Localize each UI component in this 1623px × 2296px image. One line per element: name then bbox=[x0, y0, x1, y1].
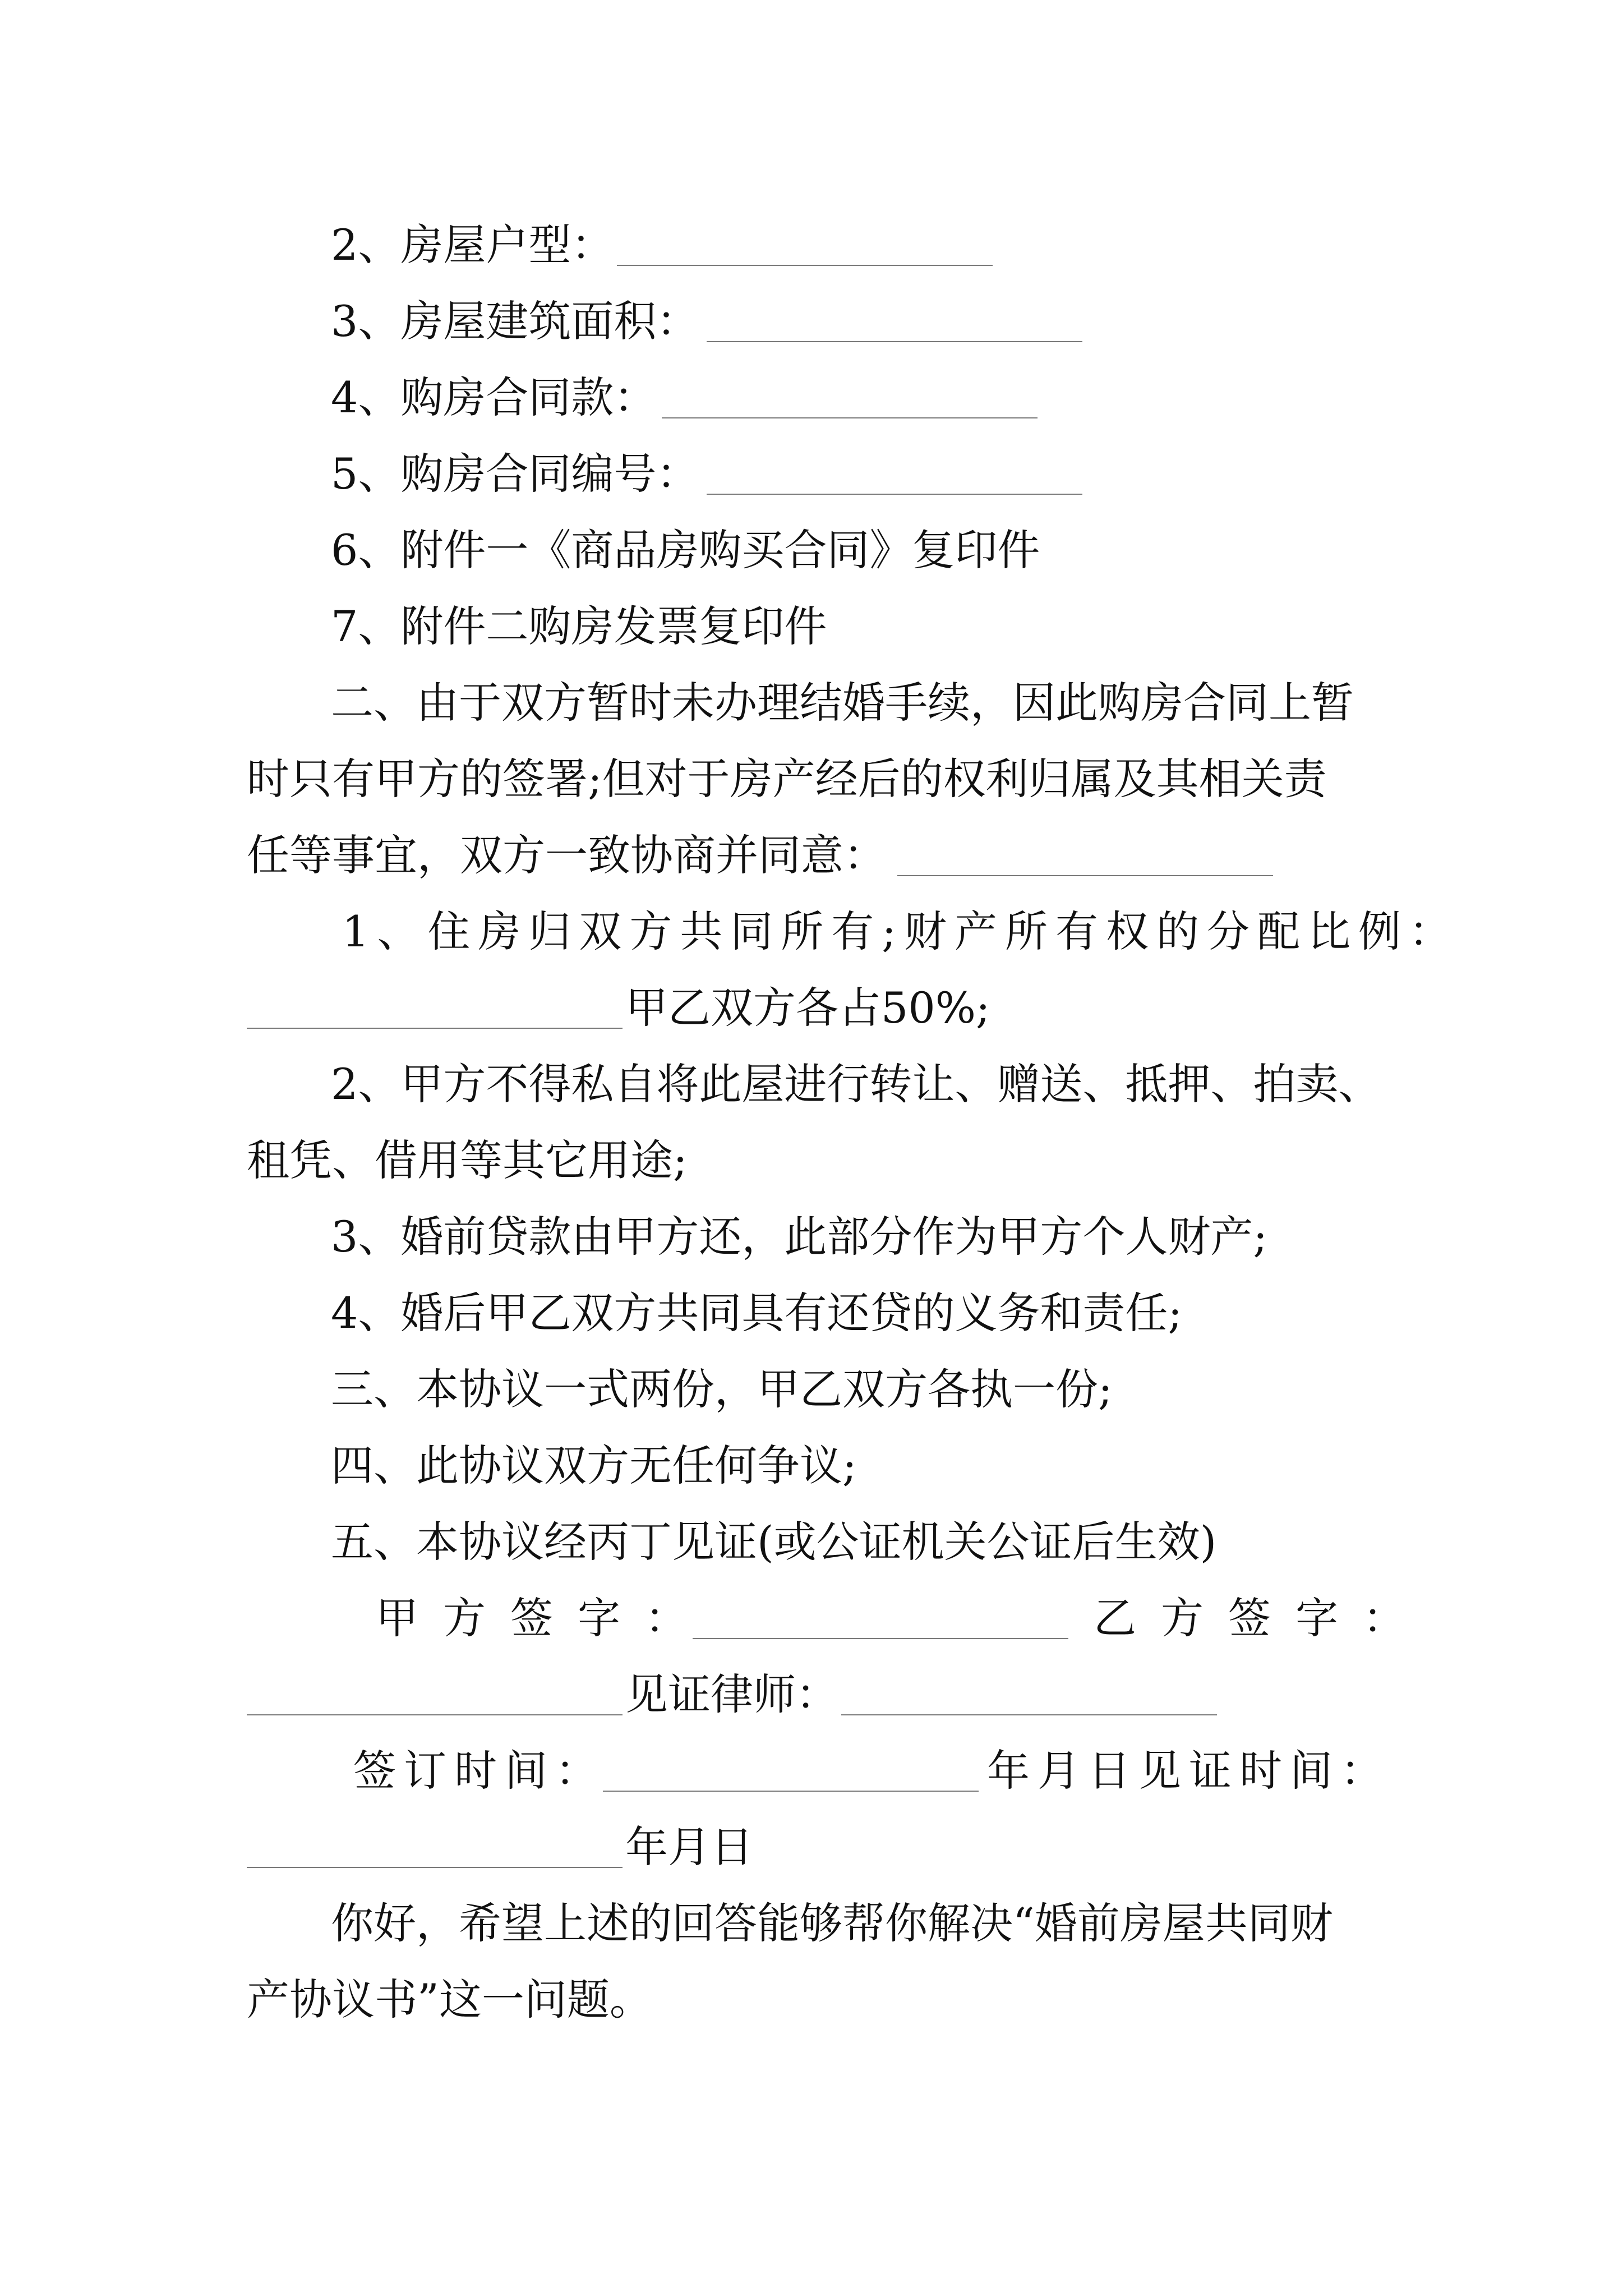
building-area-blank bbox=[707, 341, 1082, 342]
item-attachment-1 bbox=[0, 514, 1623, 587]
signature-line bbox=[0, 1582, 1623, 1655]
closing-text: 产协议书”这一问题。 bbox=[247, 1975, 652, 2024]
house-type-blank bbox=[617, 265, 993, 266]
item-label: 7、附件二购房发票复印件 bbox=[331, 601, 827, 651]
section-text: 四、此协议双方无任何争议; bbox=[331, 1441, 857, 1490]
clause1-line1 bbox=[0, 895, 1623, 968]
clause-text: 3、婚前贷款由甲方还，此部分作为甲方个人财产; bbox=[331, 1212, 1267, 1262]
party-a-signature-label: 甲方签字： bbox=[376, 1593, 712, 1643]
section-text: 三、本协议一式两份，甲乙双方各执一份; bbox=[331, 1364, 1113, 1414]
clause1-line2 bbox=[0, 972, 1623, 1045]
item-contract-price bbox=[0, 361, 1623, 434]
ratio-blank bbox=[247, 1028, 623, 1029]
witness-lawyer-label: 见证律师： bbox=[625, 1669, 838, 1719]
witness-time-label: 年月日见证时间： bbox=[987, 1746, 1391, 1796]
section-text: 五、本协议经丙丁见证(或公证机关公证后生效) bbox=[331, 1517, 1217, 1567]
item-label: 6、附件一《商品房购买合同》复印件 bbox=[331, 525, 1040, 575]
paragraph-text: 二、由于双方暂时未办理结婚手续，因此购房合同上暂 bbox=[331, 678, 1354, 728]
party-a-signature-blank bbox=[693, 1638, 1068, 1639]
section4 bbox=[0, 1429, 1623, 1502]
item-building-area bbox=[0, 285, 1623, 358]
signing-time-label: 签订时间： bbox=[353, 1746, 606, 1796]
closing-text: 你好，希望上述的回答能够帮你解决“婚前房屋共同财 bbox=[331, 1898, 1333, 1948]
witness-lawyer-blank bbox=[841, 1714, 1217, 1715]
date-label: 年月日 bbox=[625, 1822, 753, 1872]
item-label: 2、房屋户型： bbox=[331, 220, 614, 270]
item-label: 5、购房合同编号： bbox=[331, 449, 699, 499]
clause-text: 甲乙双方各占50%; bbox=[625, 983, 990, 1033]
item-house-type bbox=[0, 209, 1623, 282]
contract-number-blank bbox=[707, 494, 1082, 495]
party-b-signature-label: 乙方签字： bbox=[1094, 1593, 1430, 1643]
paragraph-text: 任等事宜，双方一致协商并同意： bbox=[247, 830, 886, 880]
paragraph-text: 时只有甲方的签署;但对于房产经后的权利归属及其相关责 bbox=[247, 754, 1327, 804]
section2-line2 bbox=[0, 743, 1623, 816]
closing-line2 bbox=[0, 1963, 1623, 2036]
clause-text: 4、婚后甲乙双方共同具有还贷的义务和责任; bbox=[331, 1288, 1182, 1338]
agreement-blank bbox=[897, 875, 1273, 876]
contract-price-blank bbox=[662, 417, 1038, 418]
section5 bbox=[0, 1506, 1623, 1579]
clause3 bbox=[0, 1200, 1623, 1273]
witness-time-blank bbox=[247, 1867, 623, 1868]
section2-line1 bbox=[0, 666, 1623, 739]
clause-text: 租凭、借用等其它用途; bbox=[247, 1135, 688, 1185]
signing-time-line bbox=[0, 1734, 1623, 1807]
section2-line3 bbox=[0, 819, 1623, 892]
item-label: 3、房屋建筑面积： bbox=[331, 296, 699, 346]
clause-text: 2、甲方不得私自将此屋进行转让、赠送、抵押、拍卖、 bbox=[331, 1059, 1381, 1109]
item-attachment-2 bbox=[0, 590, 1623, 663]
clause4 bbox=[0, 1277, 1623, 1350]
closing-line1 bbox=[0, 1887, 1623, 1960]
party-b-signature-blank bbox=[247, 1714, 623, 1715]
date-line bbox=[0, 1811, 1623, 1884]
item-contract-number bbox=[0, 438, 1623, 510]
clause-text: 1、住房归双方共同所有;财产所有权的分配比例： bbox=[342, 907, 1459, 956]
item-label: 4、购房合同款： bbox=[331, 372, 657, 422]
clause2-line1 bbox=[0, 1048, 1623, 1121]
witness-line bbox=[0, 1658, 1623, 1731]
clause2-line2 bbox=[0, 1124, 1623, 1197]
signing-time-blank bbox=[603, 1791, 979, 1792]
section3 bbox=[0, 1353, 1623, 1426]
